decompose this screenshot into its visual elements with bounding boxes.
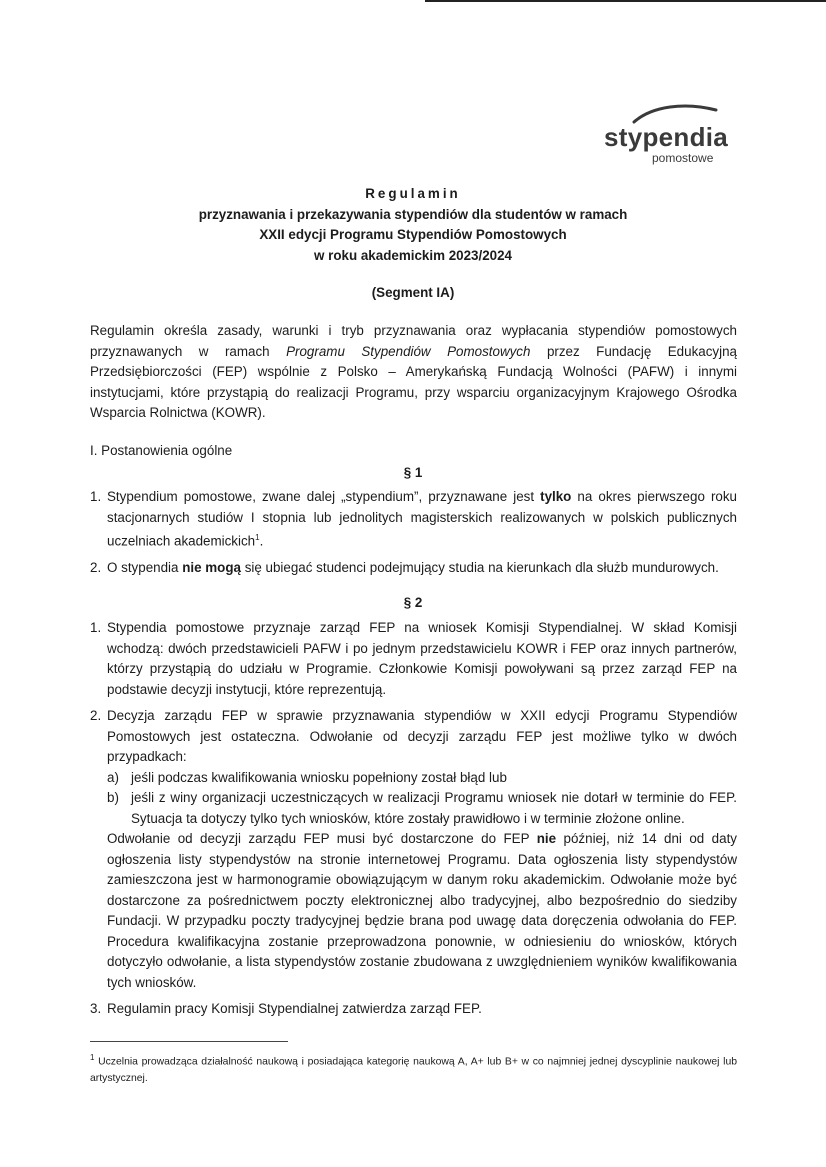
sub-item-a: a) jeśli podczas kwalifikowania wniosku popełniony został błąd lub [107, 769, 507, 785]
footnote-divider [90, 1041, 288, 1042]
list-item: 2. Decyzja zarządu FEP w sprawie przyznawania stypendiów w XXII edycji Programu Stypendiów Pomostowych jest ostateczna. Odwołanie od decyzji zarządu FEP jest możliwe tylko w dwóch przypadkach: a) jeśli podczas kwalifikowania wniosku popełniony został błąd lub b) jeśli z winy organizacji uczestniczących w realizacji Programu wniosek nie dotarł w terminie do FEP. Sytuacja ta dotyczy tylko tych wniosków, które zostały prawidłowo i w terminie złożone online. Odwołanie od decyzji zarządu FEP musi być dostarczone do FEP nie później, niż 14 dni od daty ogłoszenia listy stypendystów na stronie internetowej Programu. Data ogłoszenia listy stypendystów zamieszczona jest w harmonogramie obowiązującym w danym roku akademickim. Odwołanie może być dostarczone za pośrednictwem poczty elektronicznej albo tradycyjnej, albo bezpośrednio do siedziby Fundacji. W przypadku poczty tradycyjnej będzie brana pod uwagę data doręczenia odwołania do FEP. Procedura kwalifikacyjna zostanie przeprowadzona ponownie, w odniesieniu do wniosków, których dotyczyło odwołanie, a lista stypendystów zostanie zbudowana z uwzględnieniem wyników kwalifikowania tych wniosków. [90, 706, 737, 993]
document-title [0, 184, 826, 266]
list-item: 3. Regulamin pracy Komisji Stypendialnej zatwierdza zarząd FEP. [90, 1001, 482, 1016]
paragraph-2-list [90, 618, 737, 1026]
appeal-paragraph: Odwołanie od decyzji zarządu FEP musi być dostarczone do FEP nie później, niż 14 dni od daty ogłoszenia listy stypendystów na stronie internetowej Programu. Data ogłoszenia listy stypendystów zamieszczona jest w harmonogramie obowiązującym w danym roku akademickim. Odwołanie może być dostarczone za pośrednictwem poczty elektronicznej albo tradycyjnej, albo bezpośrednio do siedziby Fundacji. W przypadku poczty tradycyjnej będzie brana pod uwagę data doręczenia odwołania do FEP. Procedura kwalifikacyjna zostanie przeprowadzona ponownie, w odniesieniu do wniosków, których dotyczyło odwołanie, a lista stypendystów zostanie zbudowana z uwzględnieniem wyników kwalifikowania tych wniosków. [107, 831, 737, 990]
paragraph-1-list [90, 487, 737, 584]
title-word: Regulamin [365, 186, 461, 201]
top-border-line [425, 0, 826, 2]
logo-swoosh-icon [630, 100, 720, 124]
title-line-2: XXII edycji Programu Stypendiów Pomostowych [259, 227, 567, 242]
paragraph-1-heading: § 1 [403, 465, 423, 480]
section-heading: I. Postanowienia ogólne [90, 443, 233, 458]
title-line-1: przyznawania i przekazywania stypendiów dla studentów w ramach [198, 206, 628, 222]
list-item: 2. O stypendia nie mogą się ubiegać studenci podejmujący studia na kierunkach dla służb mundurowych. [90, 559, 719, 575]
sub-item-b: b) jeśli z winy organizacji uczestniczących w realizacji Programu wniosek nie dotarł w terminie do FEP. Sytuacja ta dotyczy tylko tych wniosków, które zostały prawidłowo i w terminie złożone online. [107, 790, 737, 826]
logo-subtitle: pomostowe [652, 151, 714, 165]
segment-label: (Segment IA) [371, 285, 455, 300]
logo-wordmark: stypendia [604, 122, 729, 152]
list-item: 1. Stypendia pomostowe przyznaje zarząd FEP na wniosek Komisji Stypendialnej. W skład Komisji wchodzą: dwóch przedstawicieli PAFW i po jednym przedstawicielu KOWR i FEP oraz innych partnerów, którzy przystąpią do udziału w Programie. Członkowie Komisji powoływani są przez zarząd FEP na podstawie decyzji instytucji, które reprezentują. [90, 620, 737, 697]
footnote: $^1$ Uczelnia prowadząca działalność naukową i posiadająca kategorię naukową A, A+ lub B+ w co najmniej jednej dyscyplinie naukowej lub artystycznej. [90, 1053, 737, 1085]
paragraph-2-heading: § 2 [403, 595, 423, 610]
list-item: 1. Stypendium pomostowe, zwane dalej „stypendium”, przyznawane jest tylko na okres pierwszego roku stacjonarnych studiów I stopnia lub jednolitych magisterskich realizowanych w polskich publicznych uczelniach akademickich$^1$. [90, 489, 737, 549]
title-line-3: w roku akademickim 2023/2024 [313, 247, 512, 263]
footnote-ref: 1 [255, 533, 260, 542]
stypendia-pomostowe-logo [600, 100, 730, 170]
program-name: Programu Stypendiów Pomostowych [286, 343, 531, 359]
intro-paragraph: Regulamin określa zasady, warunki i tryb przyznawania oraz wypłacania stypendiów pomostowych przyznawanych w ramach Programu Stypendiów Pomostowych przez Fundację Edukacyjną Przedsiębiorczości (FEP) wspólnie z Polsko – Amerykańską Fundacją Wolności (PAFW) i innymi instytucjami, które przystąpią do realizacji Programu, przy wsparciu organizacyjnym Krajowego Ośrodka Wsparcia Rolnictwa (KOWR). [90, 323, 737, 420]
